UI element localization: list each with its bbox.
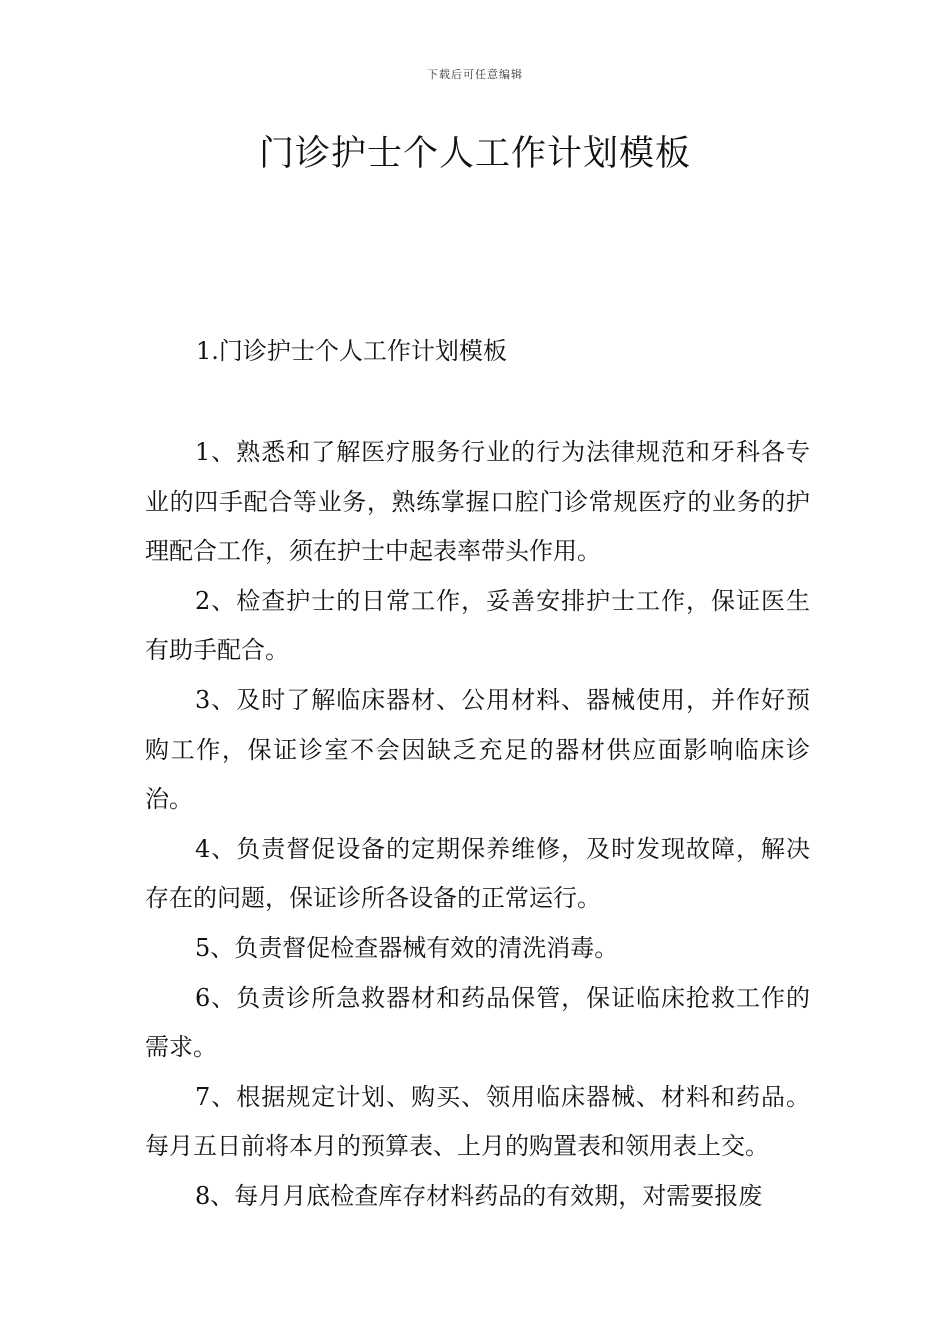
- paragraph-3: 3、及时了解临床器材、公用材料、器械使用，并作好预购工作，保证诊室不会因缺乏充足的器材供应面影响临床诊治。: [145, 685, 810, 814]
- paragraph-7: 7、根据规定计划、购买、领用临床器械、材料和药品。每月五日前将本月的预算表、上月的购置表和领用表上交。: [145, 1082, 810, 1161]
- paragraph-4: 4、负责督促设备的定期保养维修，及时发现故障，解决存在的问题，保证诊所各设备的正常运行。: [145, 834, 810, 913]
- paragraph-1: 1、熟悉和了解医疗服务行业的行为法律规范和牙科各专业的四手配合等业务，熟练掌握口腔门诊常规医疗的业务的护理配合工作，须在护士中起表率带头作用。: [145, 438, 810, 566]
- paragraph-5: 5、负责督促检查器械有效的清洗消毒。: [195, 933, 619, 962]
- section-heading: 1.门诊护士个人工作计划模板: [196, 337, 507, 365]
- paragraph-6: 6、负责诊所急救器材和药品保管，保证临床抢救工作的需求。: [145, 983, 810, 1062]
- header-note: 下载后可任意编辑: [427, 68, 523, 81]
- paragraph-8: 8、每月月底检查库存材料药品的有效期，对需要报废: [195, 1181, 763, 1210]
- document-title: 门诊护士个人工作计划模板: [258, 134, 691, 174]
- body-text: [145, 428, 810, 1222]
- paragraph-2: 2、检查护士的日常工作，妥善安排护士工作，保证医生有助手配合。: [145, 586, 810, 665]
